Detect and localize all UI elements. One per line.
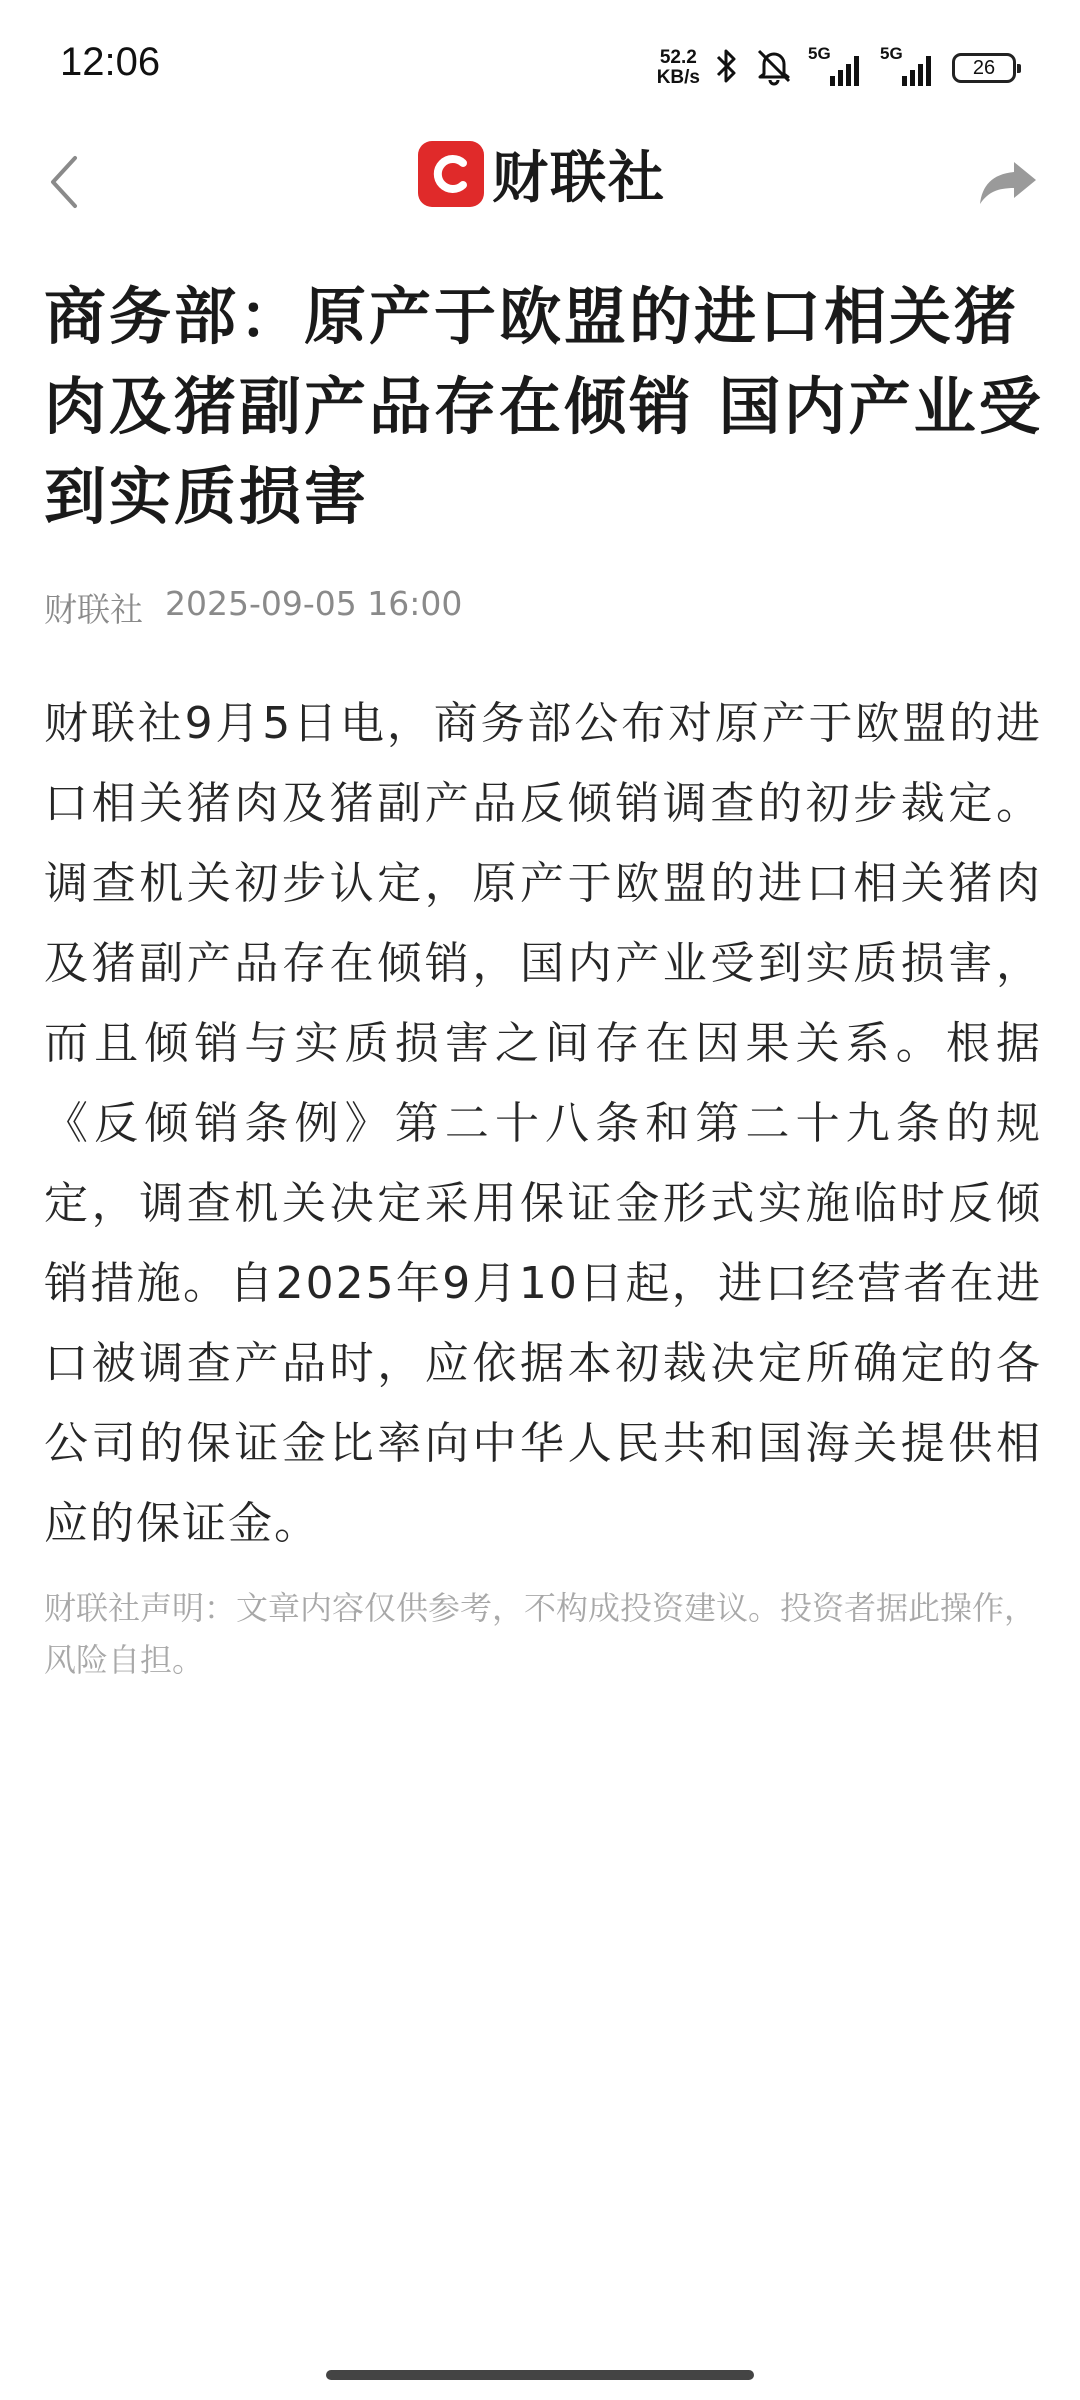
article-meta (44, 584, 462, 631)
article-title: 商务部：原产于欧盟的进口相关猪肉及猪副产品存在倾销 国内产业受到实质损害 (44, 280, 1044, 533)
battery-icon (952, 53, 1016, 83)
article-body: 财联社9月5日电，商务部公布对原产于欧盟的进口相关猪肉及猪副产品反倾销调查的初步裁定。调查机关初步认定，原产于欧盟的进口相关猪肉及猪副产品存在倾销，国内产业受到实质损害，而且倾销与实质损害之间存在因果关系。根据《反倾销条例》第二十八条和第二十九条的规定，调查机关决定采用保证金形式实施临时反倾销措施。自2025年9月10日起，进口经营者在进口被调查产品时，应依据本初裁决定所确定的各公司的保证金比率向中华人民共和国海关提供相应的保证金。 (44, 698, 1042, 1549)
share-button[interactable] (968, 142, 1048, 222)
cell-signal-1 (808, 44, 866, 88)
cell-signal-icon (808, 48, 866, 88)
signal-2-label: 5G (880, 44, 903, 63)
share-arrow-icon (978, 158, 1038, 206)
battery-level: 26 (972, 56, 996, 79)
chevron-left-icon (45, 152, 81, 212)
home-gesture-bar[interactable] (326, 2370, 754, 2380)
logo-text: 财联社 (492, 146, 666, 211)
app-logo (418, 138, 666, 210)
logo-mark-icon (418, 141, 484, 207)
network-speed-value: 52.2 (659, 47, 697, 68)
nav-bar (0, 132, 1080, 232)
status-time: 12:06 (60, 40, 161, 84)
cell-signal-icon (880, 48, 938, 88)
signal-1-label: 5G (808, 44, 831, 63)
article-source: 财联社 (44, 590, 143, 629)
article-datetime: 2025-09-05 16:00 (165, 584, 463, 623)
bluetooth-icon (714, 47, 740, 89)
status-bar (0, 0, 1080, 132)
network-speed-unit: KB/s (656, 67, 700, 88)
bell-off-icon (754, 46, 794, 90)
back-button[interactable] (28, 142, 98, 222)
article-disclaimer: 财联社声明：文章内容仅供参考，不构成投资建议。投资者据此操作，风险自担。 (44, 1589, 1037, 1679)
status-icons (657, 46, 1016, 90)
network-speed (657, 48, 700, 88)
cell-signal-2 (880, 44, 938, 88)
